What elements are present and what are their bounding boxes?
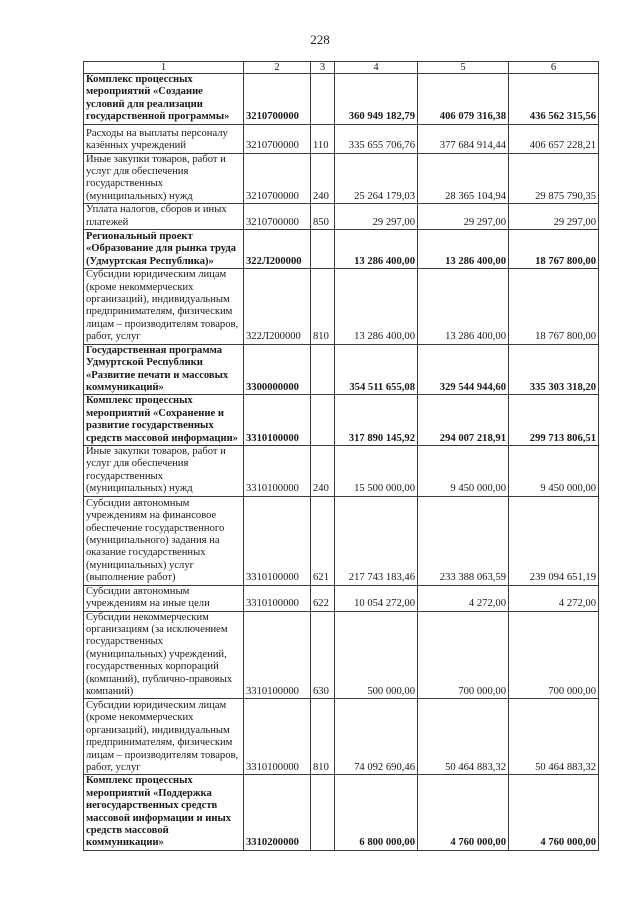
table-row bbox=[84, 699, 599, 775]
row-code: 3310100000 bbox=[244, 699, 311, 775]
row-value-col6: 4 760 000,00 bbox=[509, 775, 599, 850]
row-value-col6: 50 464 883,32 bbox=[509, 699, 599, 775]
row-kvr bbox=[311, 230, 335, 269]
row-value-col4: 10 054 272,00 bbox=[335, 585, 418, 611]
row-kvr: 621 bbox=[311, 496, 335, 585]
row-kvr bbox=[311, 74, 335, 125]
row-kvr: 240 bbox=[311, 445, 335, 496]
header-col-3: 3 bbox=[311, 62, 335, 74]
header-col-1: 1 bbox=[84, 62, 244, 74]
row-value-col5: 294 007 218,91 bbox=[418, 395, 509, 446]
row-value-col6: 18 767 800,00 bbox=[509, 230, 599, 269]
row-value-col6: 299 713 806,51 bbox=[509, 395, 599, 446]
row-value-col5: 4 760 000,00 bbox=[418, 775, 509, 850]
table-row bbox=[84, 204, 599, 230]
header-col-2: 2 bbox=[244, 62, 311, 74]
row-name: Комплекс процессных мероприятий «Сохранение и развитие государственных средств массовой информации» bbox=[84, 395, 244, 446]
table-row bbox=[84, 775, 599, 850]
row-value-col4: 317 890 145,92 bbox=[335, 395, 418, 446]
row-kvr bbox=[311, 775, 335, 850]
header-col-4: 4 bbox=[335, 62, 418, 74]
row-name: Субсидии автономным учреждениям на иные цели bbox=[84, 585, 244, 611]
row-code: 3310100000 bbox=[244, 585, 311, 611]
row-code: 3300000000 bbox=[244, 344, 311, 395]
row-value-col4: 13 286 400,00 bbox=[335, 269, 418, 344]
row-name: Комплекс процессных мероприятий «Поддержка негосударственных средств массовой информации и иных средств массовой коммуникации» bbox=[84, 775, 244, 850]
row-value-col5: 4 272,00 bbox=[418, 585, 509, 611]
row-value-col4: 354 511 655,08 bbox=[335, 344, 418, 395]
row-name: Иные закупки товаров, работ и услуг для обеспечения государственных (муниципальных) нужд bbox=[84, 153, 244, 204]
table-row bbox=[84, 585, 599, 611]
row-value-col6: 29 297,00 bbox=[509, 204, 599, 230]
row-value-col5: 406 079 316,38 bbox=[418, 74, 509, 125]
row-value-col6: 18 767 800,00 bbox=[509, 269, 599, 344]
row-kvr: 630 bbox=[311, 611, 335, 699]
row-code: 3310100000 bbox=[244, 395, 311, 446]
row-code: 3210700000 bbox=[244, 74, 311, 125]
table-row bbox=[84, 269, 599, 344]
row-code: 3310200000 bbox=[244, 775, 311, 850]
row-value-col6: 4 272,00 bbox=[509, 585, 599, 611]
row-value-col4: 15 500 000,00 bbox=[335, 445, 418, 496]
row-name: Субсидии автономным учреждениям на финансовое обеспечение государственного (муниципального) задания на оказание государственных (муниципальных) услуг (выполнение работ) bbox=[84, 496, 244, 585]
row-value-col5: 233 388 063,59 bbox=[418, 496, 509, 585]
page-number: 228 bbox=[310, 32, 330, 47]
row-kvr: 110 bbox=[311, 124, 335, 153]
table-row bbox=[84, 445, 599, 496]
row-code: 3210700000 bbox=[244, 153, 311, 204]
row-code: 3310100000 bbox=[244, 611, 311, 699]
row-name: Иные закупки товаров, работ и услуг для обеспечения государственных (муниципальных) нужд bbox=[84, 445, 244, 496]
table-row bbox=[84, 74, 599, 125]
header-col-5: 5 bbox=[418, 62, 509, 74]
row-value-col4: 25 264 179,03 bbox=[335, 153, 418, 204]
row-code: 3210700000 bbox=[244, 204, 311, 230]
row-value-col4: 6 800 000,00 bbox=[335, 775, 418, 850]
row-name: Государственная программа Удмуртской Республики «Развитие печати и массовых коммуникаций» bbox=[84, 344, 244, 395]
row-name: Комплекс процессных мероприятий «Создание условий для реализации государственной программы» bbox=[84, 74, 244, 125]
table-row bbox=[84, 344, 599, 395]
row-kvr: 810 bbox=[311, 269, 335, 344]
row-value-col5: 29 297,00 bbox=[418, 204, 509, 230]
row-value-col4: 500 000,00 bbox=[335, 611, 418, 699]
row-kvr: 810 bbox=[311, 699, 335, 775]
row-value-col6: 239 094 651,19 bbox=[509, 496, 599, 585]
row-value-col5: 700 000,00 bbox=[418, 611, 509, 699]
row-kvr bbox=[311, 344, 335, 395]
row-name: Субсидии юридическим лицам (кроме некоммерческих организаций), индивидуальным предпринимателям, физическим лицам – производителям товаров, работ, услуг bbox=[84, 699, 244, 775]
row-name: Субсидии юридическим лицам (кроме некоммерческих организаций), индивидуальным предпринимателям, физическим лицам – производителям товаров, работ, услуг bbox=[84, 269, 244, 344]
budget-table bbox=[83, 61, 599, 851]
row-value-col4: 13 286 400,00 bbox=[335, 230, 418, 269]
row-value-col5: 50 464 883,32 bbox=[418, 699, 509, 775]
row-code: 3310100000 bbox=[244, 445, 311, 496]
row-code: 322Л200000 bbox=[244, 269, 311, 344]
table-row bbox=[84, 153, 599, 204]
row-code: 322Л200000 bbox=[244, 230, 311, 269]
row-kvr: 240 bbox=[311, 153, 335, 204]
row-name: Уплата налогов, сборов и иных платежей bbox=[84, 204, 244, 230]
row-value-col6: 436 562 315,56 bbox=[509, 74, 599, 125]
row-kvr: 622 bbox=[311, 585, 335, 611]
row-code: 3210700000 bbox=[244, 124, 311, 153]
row-value-col4: 360 949 182,79 bbox=[335, 74, 418, 125]
table-row bbox=[84, 496, 599, 585]
table-row bbox=[84, 611, 599, 699]
row-value-col5: 377 684 914,44 bbox=[418, 124, 509, 153]
row-name: Расходы на выплаты персоналу казённых учреждений bbox=[84, 124, 244, 153]
row-value-col5: 9 450 000,00 bbox=[418, 445, 509, 496]
row-name: Региональный проект «Образование для рынка труда (Удмуртская Республика)» bbox=[84, 230, 244, 269]
row-value-col4: 74 092 690,46 bbox=[335, 699, 418, 775]
table-row bbox=[84, 395, 599, 446]
row-value-col4: 217 743 183,46 bbox=[335, 496, 418, 585]
row-value-col5: 329 544 944,60 bbox=[418, 344, 509, 395]
row-value-col6: 29 875 790,35 bbox=[509, 153, 599, 204]
table-row bbox=[84, 230, 599, 269]
row-value-col6: 700 000,00 bbox=[509, 611, 599, 699]
row-kvr bbox=[311, 395, 335, 446]
row-kvr: 850 bbox=[311, 204, 335, 230]
row-value-col5: 13 286 400,00 bbox=[418, 230, 509, 269]
header-row bbox=[84, 62, 599, 74]
header-col-6: 6 bbox=[509, 62, 599, 74]
table-row bbox=[84, 124, 599, 153]
row-value-col5: 13 286 400,00 bbox=[418, 269, 509, 344]
row-code: 3310100000 bbox=[244, 496, 311, 585]
row-value-col5: 28 365 104,94 bbox=[418, 153, 509, 204]
row-value-col6: 9 450 000,00 bbox=[509, 445, 599, 496]
row-name: Субсидии некоммерческим организациям (за исключением государственных (муниципальных) учреждений, государственных корпораций (компаний), публично-правовых компаний) bbox=[84, 611, 244, 699]
row-value-col4: 29 297,00 bbox=[335, 204, 418, 230]
row-value-col6: 335 303 318,20 bbox=[509, 344, 599, 395]
row-value-col6: 406 657 228,21 bbox=[509, 124, 599, 153]
row-value-col4: 335 655 706,76 bbox=[335, 124, 418, 153]
